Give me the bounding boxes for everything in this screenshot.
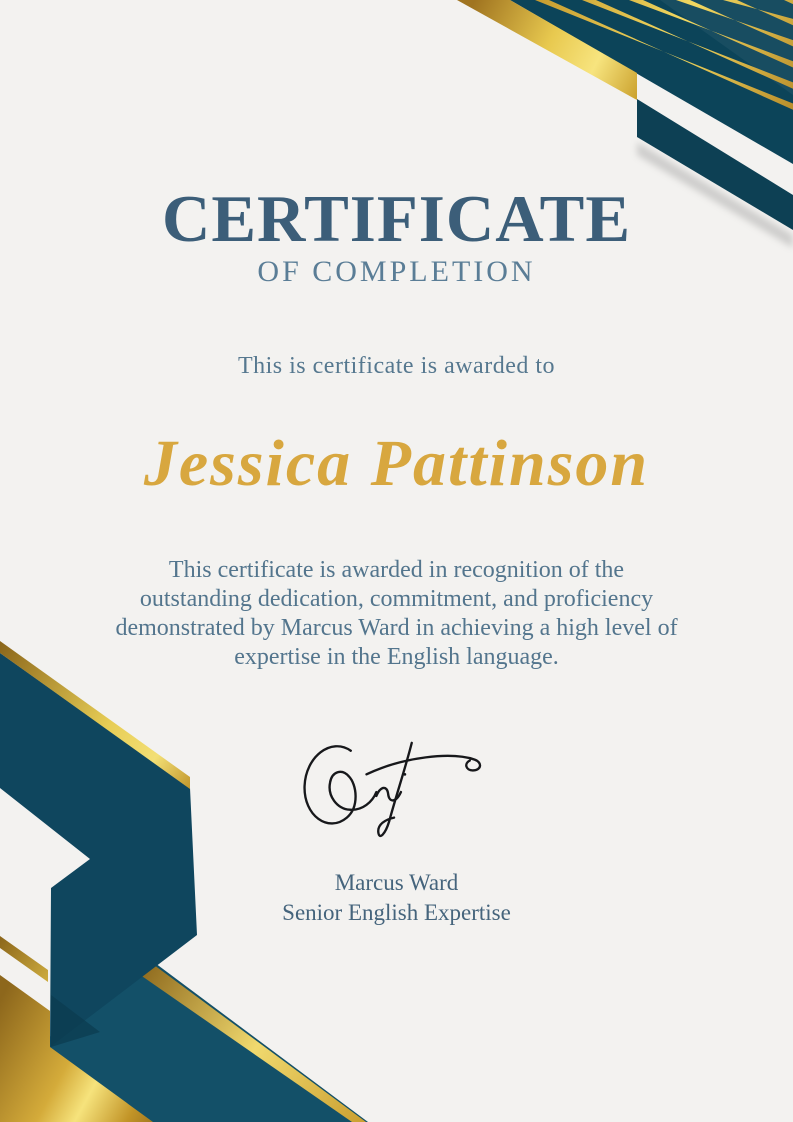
body-line-3: demonstrated by Marcus Ward in achieving a high level of — [115, 615, 678, 641]
signer-title: Senior English Expertise — [282, 900, 511, 925]
signer-name: Marcus Ward — [334, 870, 459, 895]
body-line-2: outstanding dedication, commitment, and proficiency — [139, 586, 654, 612]
recipient-name: Jessica Pattinson — [143, 427, 650, 500]
body-paragraph — [0, 556, 793, 672]
certificate-subtitle: OF COMPLETION — [257, 255, 536, 288]
body-line-4: expertise in the English language. — [234, 644, 559, 670]
award-line: This is certificate is awarded to — [237, 353, 556, 379]
bottom-left-gold-stripe-small — [0, 936, 48, 982]
certificate-title: CERTIFICATE — [161, 182, 632, 256]
signature-image — [292, 735, 502, 853]
body-line-1: This certificate is awarded in recognition of the — [168, 557, 625, 583]
signature-block — [292, 735, 502, 853]
